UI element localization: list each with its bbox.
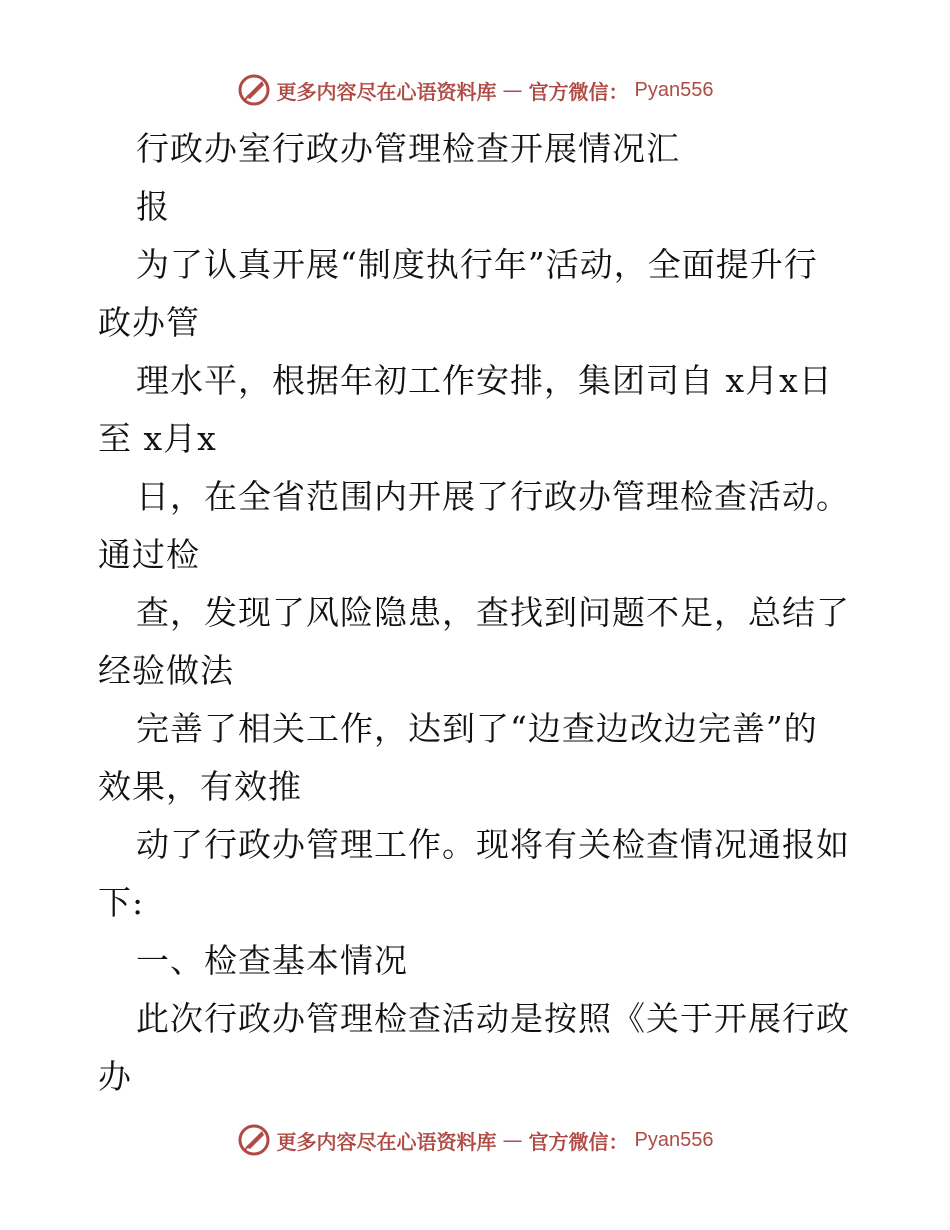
banner-slogan: 更多内容尽在心语资料库 bbox=[276, 79, 497, 104]
paragraph-line: 此次行政办管理检查活动是按照《关于开展行政 bbox=[136, 999, 850, 1038]
quill-logo-icon bbox=[237, 73, 271, 107]
paragraph-line: 完善了相关工作，达到了“边查边改边完善”的 bbox=[136, 709, 818, 748]
quill-logo-icon bbox=[237, 1123, 271, 1157]
section-heading: 一、检查基本情况 bbox=[136, 941, 408, 980]
banner-content bbox=[237, 1123, 714, 1157]
paragraph-line: 下: bbox=[98, 883, 145, 922]
header-banner bbox=[0, 70, 950, 110]
paragraph-line: 效果，有效推 bbox=[98, 767, 302, 806]
document-title-line-1: 行政办室行政办管理检查开展情况汇 bbox=[136, 129, 680, 168]
paragraph-line: 通过检 bbox=[98, 535, 200, 574]
paragraph-line: 查，发现了风险隐患，查找到问题不足，总结了 bbox=[136, 593, 850, 632]
document-body bbox=[98, 120, 858, 1106]
footer-banner bbox=[0, 1120, 950, 1160]
banner-wechat-label: 官方微信： bbox=[528, 79, 629, 104]
banner-separator: — bbox=[502, 1128, 523, 1152]
paragraph-line: 经验做法 bbox=[98, 651, 234, 690]
paragraph-line: 政办管 bbox=[98, 303, 200, 342]
document-title-line-2: 报 bbox=[136, 187, 170, 226]
paragraph-line: 至 x月x bbox=[98, 419, 217, 458]
banner-separator: — bbox=[502, 78, 523, 102]
paragraph-line: 为了认真开展“制度执行年”活动，全面提升行 bbox=[136, 245, 818, 284]
paragraph-line: 办 bbox=[98, 1057, 132, 1096]
banner-wechat-label: 官方微信： bbox=[528, 1129, 629, 1154]
paragraph-line: 动了行政办管理工作。现将有关检查情况通报如 bbox=[136, 825, 850, 864]
banner-content bbox=[237, 73, 714, 107]
banner-wechat-id: Pyan556 bbox=[634, 78, 714, 101]
paragraph-line: 日，在全省范围内开展了行政办管理检查活动。 bbox=[136, 477, 850, 516]
banner-wechat-id: Pyan556 bbox=[634, 1128, 714, 1151]
paragraph-line: 理水平，根据年初工作安排，集团司自 x月x日 bbox=[136, 361, 833, 400]
banner-slogan: 更多内容尽在心语资料库 bbox=[276, 1129, 497, 1154]
